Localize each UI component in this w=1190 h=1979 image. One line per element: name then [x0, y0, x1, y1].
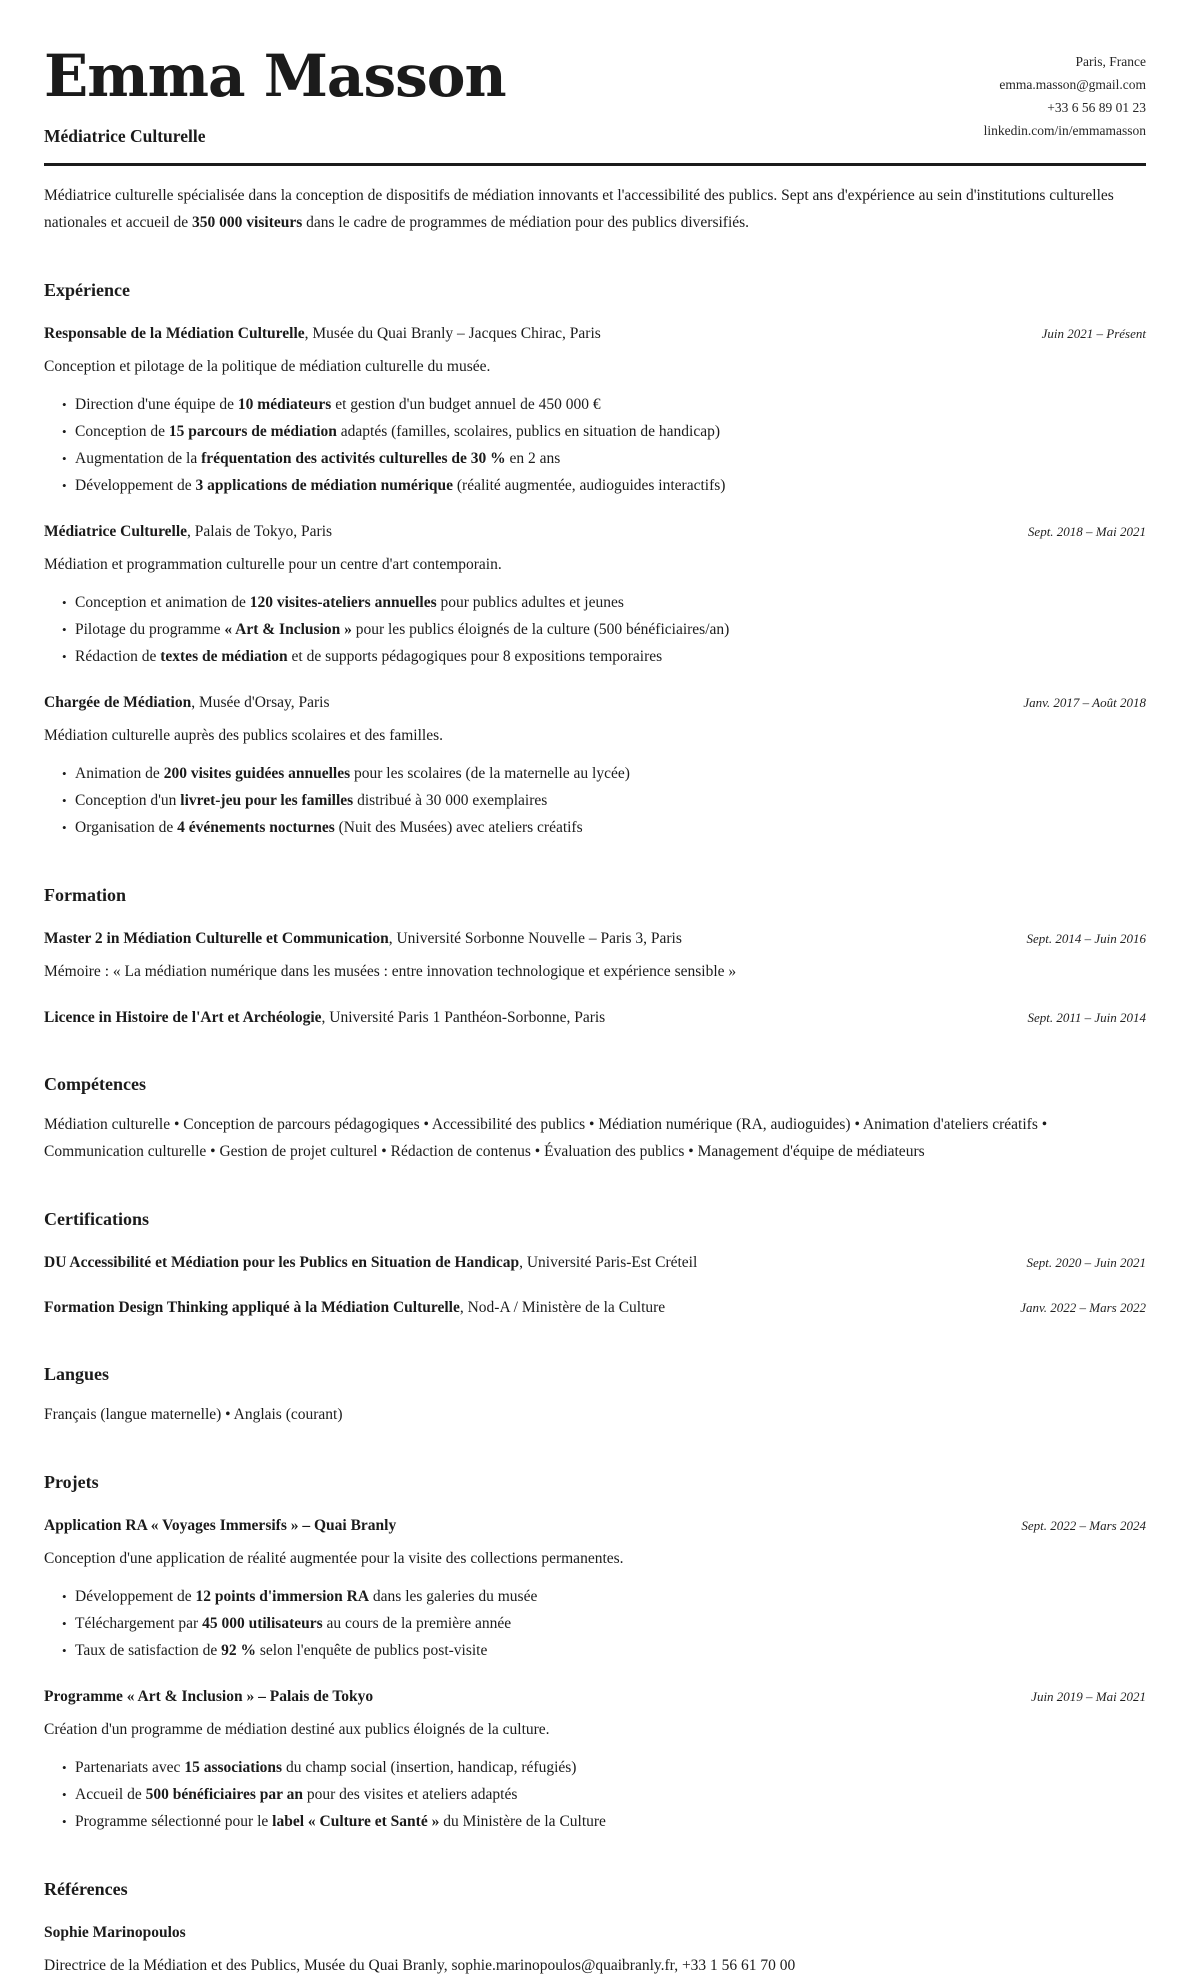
sections: [44, 280, 1146, 1979]
entry-title: Formation Design Thinking appliqué à la Médiation Culturelle, Nod-A / Ministère de la Culture: [44, 1299, 666, 1317]
bullet-item: • Conception et animation de 120 visites-ateliers annuelles pour publics adultes et jeunes: [75, 590, 1146, 616]
contact-phone: +33 6 56 89 01 23: [1047, 100, 1146, 115]
entry-header: [44, 520, 1146, 544]
bullet-item: • Animation de 200 visites guidées annuelles pour les scolaires (de la maternelle au lycée): [75, 761, 1146, 787]
section-heading-langues: Langues: [44, 1364, 110, 1385]
entry-date: Juin 2021 – Présent: [1041, 326, 1146, 342]
entry: [44, 1921, 1146, 1979]
entry-header: [44, 1921, 1146, 1945]
entry-date: Sept. 2014 – Juin 2016: [1026, 931, 1146, 947]
bullet-item: • Rédaction de textes de médiation et de supports pédagogiques pour 8 expositions temporaires: [75, 644, 1146, 670]
entry: [44, 691, 1146, 841]
entry-header: [44, 322, 1146, 346]
section-heading-experience: Expérience: [44, 280, 130, 301]
entry: [44, 1251, 1146, 1275]
entry-description: Création d'un programme de médiation destiné aux publics éloignés de la culture.: [44, 1721, 550, 1739]
entry: [44, 1296, 1146, 1320]
bullet-list: [44, 1755, 1146, 1835]
section-projets: [44, 1472, 1146, 1835]
bullet-item: • Augmentation de la fréquentation des activités culturelles de 30 % en 2 ans: [75, 446, 1146, 472]
entry-title: Médiatrice Culturelle, Palais de Tokyo, Paris: [44, 523, 333, 541]
entry-description: Médiation et programmation culturelle pour un centre d'art contemporain.: [44, 556, 502, 574]
section-heading-competences: Compétences: [44, 1074, 146, 1095]
entry-date: Janv. 2017 – Août 2018: [1023, 695, 1146, 711]
entry: [44, 927, 1146, 985]
section-heading-formation: Formation: [44, 885, 126, 906]
header-identity: [44, 42, 506, 147]
header: [44, 42, 1146, 147]
entry-date: Sept. 2018 – Mai 2021: [1027, 524, 1146, 540]
entry-title: Programme « Art & Inclusion » – Palais de Tokyo: [44, 1688, 374, 1706]
entry-header: [44, 1685, 1146, 1709]
bullet-list: [44, 590, 1146, 670]
entry: [44, 1685, 1146, 1835]
candidate-name: Emma Masson: [44, 42, 506, 110]
bullet-item: • Conception de 15 parcours de médiation adaptés (familles, scolaires, publics en situation de handicap): [75, 419, 1146, 445]
entry-header: [44, 1006, 1146, 1030]
bullet-item: • Développement de 12 points d'immersion RA dans les galeries du musée: [75, 1584, 1146, 1610]
bullet-list: [44, 1584, 1146, 1664]
section-certifications: [44, 1209, 1146, 1320]
entry: [44, 520, 1146, 670]
entry: [44, 1006, 1146, 1030]
entry-header: [44, 1296, 1146, 1320]
contact-block: [984, 46, 1146, 142]
entry-date: Sept. 2020 – Juin 2021: [1026, 1255, 1146, 1271]
entry-description: Conception et pilotage de la politique de médiation culturelle du musée.: [44, 358, 491, 376]
entry-title: Chargée de Médiation, Musée d'Orsay, Paris: [44, 694, 330, 712]
contact-linkedin: linkedin.com/in/emmamasson: [983, 123, 1146, 138]
bullet-item: • Organisation de 4 événements nocturnes (Nuit des Musées) avec ateliers créatifs: [75, 815, 1146, 841]
candidate-title: Médiatrice Culturelle: [44, 126, 206, 147]
bullet-item: • Taux de satisfaction de 92 % selon l'enquête de publics post-visite: [75, 1638, 1146, 1664]
bullet-list: [44, 392, 1146, 499]
entry-header: [44, 1251, 1146, 1275]
header-divider: [44, 163, 1146, 166]
entry-title: Licence in Histoire de l'Art et Archéologie, Université Paris 1 Panthéon-Sorbonne, Paris: [44, 1009, 606, 1027]
section-experience: [44, 280, 1146, 841]
section-langues: [44, 1364, 1146, 1428]
entry: [44, 322, 1146, 499]
entry-date: Juin 2019 – Mai 2021: [1031, 1689, 1146, 1705]
bullet-item: • Conception d'un livret-jeu pour les familles distribué à 30 000 exemplaires: [75, 788, 1146, 814]
entry-description: Conception d'une application de réalité augmentée pour la visite des collections permanentes.: [44, 1550, 624, 1568]
section-text-langues: Français (langue maternelle) • Anglais (courant): [44, 1406, 343, 1424]
section-heading-certifications: Certifications: [44, 1209, 149, 1230]
bullet-list: [44, 761, 1146, 841]
section-competences: [44, 1074, 1146, 1165]
entry-title: Sophie Marinopoulos: [44, 1924, 186, 1942]
section-references: [44, 1879, 1146, 1979]
entry-description: Mémoire : « La médiation numérique dans les musées : entre innovation technologique et expérience sensible »: [44, 963, 737, 981]
entry-description: Directrice de la Médiation et des Publics, Musée du Quai Branly, sophie.marinopoulos@quaibranly.fr, +33 1 56 61 70 00: [44, 1957, 796, 1975]
contact-email: emma.masson@gmail.com: [999, 77, 1146, 92]
entry-title: Application RA « Voyages Immersifs » – Quai Branly: [44, 1517, 397, 1535]
contact-location: Paris, France: [1075, 54, 1146, 69]
entry: [44, 1514, 1146, 1664]
entry-header: [44, 691, 1146, 715]
entry-title: Master 2 in Médiation Culturelle et Communication, Université Sorbonne Nouvelle – Paris 3, Paris: [44, 930, 682, 948]
section-heading-references: Références: [44, 1879, 128, 1900]
bullet-item: • Partenariats avec 15 associations du champ social (insertion, handicap, réfugiés): [75, 1755, 1146, 1781]
entry-date: Sept. 2011 – Juin 2014: [1027, 1010, 1146, 1026]
entry-header: [44, 1514, 1146, 1538]
summary-text: Médiatrice culturelle spécialisée dans la conception de dispositifs de médiation innovants et l'accessibilité des publics. Sept ans d'expérience au sein d'institutions culturelles nationales et accueil de 350 000 visiteurs dans le cadre de programmes de médiation pour des publics diversifiés.: [44, 187, 1114, 232]
bullet-item: • Direction d'une équipe de 10 médiateurs et gestion d'un budget annuel de 450 000 €: [75, 392, 1146, 418]
section-text-competences: Médiation culturelle • Conception de parcours pédagogiques • Accessibilité des publics • Médiation numérique (RA, audioguides) • Animation d'ateliers créatifs • Communication culturelle • Gestion de projet culturel • Rédaction de contenus • Évaluation des publics • Management d'équipe de médiateurs: [44, 1116, 1048, 1161]
bullet-item: • Téléchargement par 45 000 utilisateurs au cours de la première année: [75, 1611, 1146, 1637]
bullet-item: • Accueil de 500 bénéficiaires par an pour des visites et ateliers adaptés: [75, 1782, 1146, 1808]
entry-date: Janv. 2022 – Mars 2022: [1020, 1300, 1146, 1316]
entry-title: Responsable de la Médiation Culturelle, Musée du Quai Branly – Jacques Chirac, Paris: [44, 325, 601, 343]
section-heading-projets: Projets: [44, 1472, 99, 1493]
section-formation: [44, 885, 1146, 1030]
entry-description: Médiation culturelle auprès des publics scolaires et des familles.: [44, 727, 444, 745]
bullet-item: • Programme sélectionné pour le label « Culture et Santé » du Ministère de la Culture: [75, 1809, 1146, 1835]
entry-title: DU Accessibilité et Médiation pour les Publics en Situation de Handicap, Université Paris-Est Créteil: [44, 1254, 698, 1272]
bullet-item: • Développement de 3 applications de médiation numérique (réalité augmentée, audioguides interactifs): [75, 473, 1146, 499]
bullet-item: • Pilotage du programme « Art & Inclusion » pour les publics éloignés de la culture (500 bénéficiaires/an): [75, 617, 1146, 643]
entry-header: [44, 927, 1146, 951]
entry-date: Sept. 2022 – Mars 2024: [1021, 1518, 1146, 1534]
